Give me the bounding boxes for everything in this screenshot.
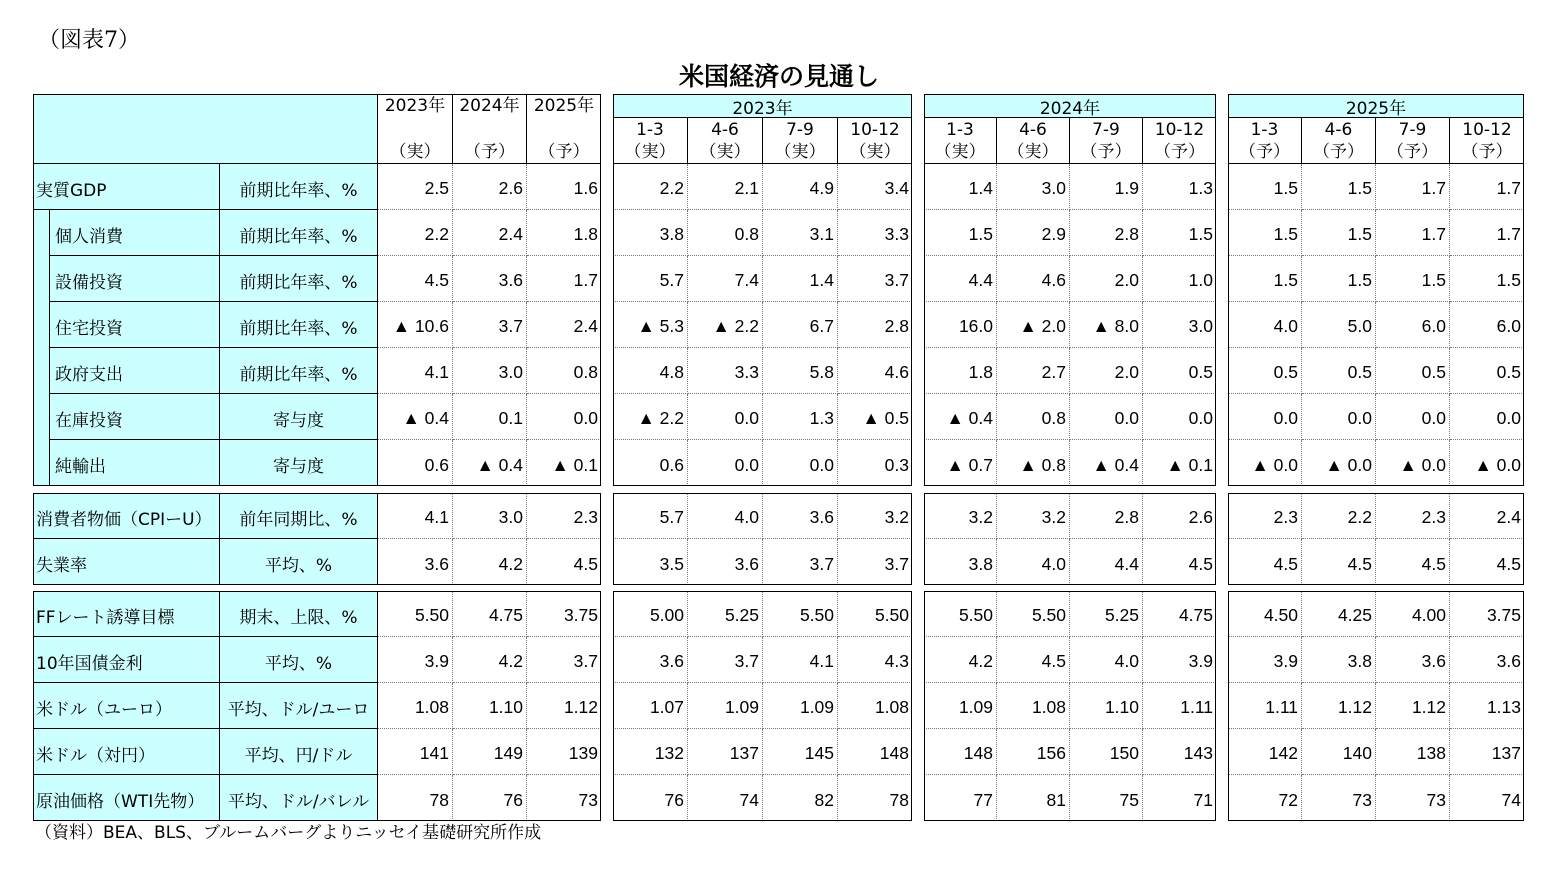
data-cell: 3.6	[378, 539, 453, 585]
data-cell: 4.8	[613, 348, 688, 394]
data-cell: ▲ 0.0	[1302, 440, 1376, 486]
quarter-header-cell	[924, 118, 997, 164]
quarter-year-header: 2024年	[924, 94, 1216, 118]
data-cell: 150	[1070, 729, 1143, 775]
data-cell: ▲ 0.1	[527, 440, 601, 486]
data-cell: 0.5	[1228, 348, 1302, 394]
annual-header-cell	[527, 94, 601, 164]
data-cell: 1.13	[1450, 683, 1524, 729]
data-cell: 3.8	[924, 539, 997, 585]
data-cell: 74	[1450, 775, 1524, 821]
row-label: 純輸出	[50, 440, 220, 486]
row-label: 政府支出	[50, 348, 220, 394]
data-cell: 0.0	[688, 394, 763, 440]
data-cell: ▲ 8.0	[1070, 302, 1143, 348]
indent-strip	[33, 348, 50, 394]
data-cell: 0.5	[1376, 348, 1450, 394]
data-cell: 4.2	[924, 637, 997, 683]
data-cell: 0.0	[1070, 394, 1143, 440]
data-cell: 2.8	[1070, 210, 1143, 256]
data-cell: 5.50	[838, 591, 912, 637]
data-cell: 1.5	[924, 210, 997, 256]
data-cell: 4.0	[1070, 637, 1143, 683]
data-cell: 3.6	[763, 493, 838, 539]
data-cell: 6.7	[763, 302, 838, 348]
data-cell: 3.6	[688, 539, 763, 585]
data-cell: ▲ 2.2	[613, 394, 688, 440]
data-cell: ▲ 0.0	[1228, 440, 1302, 486]
annual-header-cell	[453, 94, 527, 164]
quarter-header-cell	[1450, 118, 1524, 164]
data-cell: ▲ 0.0	[1450, 440, 1524, 486]
data-cell: 5.25	[688, 591, 763, 637]
data-cell: 132	[613, 729, 688, 775]
indent-strip	[33, 394, 50, 440]
row-label: 設備投資	[50, 256, 220, 302]
data-cell: 1.09	[688, 683, 763, 729]
data-cell: 3.2	[838, 493, 912, 539]
data-cell: 3.5	[613, 539, 688, 585]
quarter-status-label: （予）	[1080, 142, 1132, 162]
data-cell: 2.4	[527, 302, 601, 348]
data-cell: 1.11	[1228, 683, 1302, 729]
data-cell: 4.25	[1302, 591, 1376, 637]
data-cell: 5.50	[763, 591, 838, 637]
data-cell: 1.08	[997, 683, 1070, 729]
data-cell: 2.2	[378, 210, 453, 256]
data-cell: 4.1	[763, 637, 838, 683]
data-cell: ▲ 2.0	[997, 302, 1070, 348]
data-cell: 2.4	[453, 210, 527, 256]
data-cell: ▲ 0.4	[924, 394, 997, 440]
row-label: 在庫投資	[50, 394, 220, 440]
data-cell: 4.50	[1228, 591, 1302, 637]
quarter-status-label: （予）	[1387, 142, 1438, 162]
data-cell: 4.1	[378, 348, 453, 394]
data-cell: 137	[1450, 729, 1524, 775]
data-cell: 137	[688, 729, 763, 775]
data-cell: 0.0	[1450, 394, 1524, 440]
row-unit: 寄与度	[220, 440, 378, 486]
data-cell: 4.5	[1376, 539, 1450, 585]
data-cell: 0.3	[838, 440, 912, 486]
data-cell: 0.0	[1228, 394, 1302, 440]
data-cell: 141	[378, 729, 453, 775]
data-cell: 3.0	[1143, 302, 1216, 348]
quarter-period-label: 7-9	[1092, 120, 1120, 140]
data-cell: 3.6	[613, 637, 688, 683]
annual-header-cell	[378, 94, 453, 164]
data-cell: 0.0	[688, 440, 763, 486]
data-cell: 2.3	[1228, 493, 1302, 539]
data-cell: 0.0	[1376, 394, 1450, 440]
quarter-header-cell	[1376, 118, 1450, 164]
data-cell: 1.12	[1376, 683, 1450, 729]
data-cell: 3.6	[1450, 637, 1524, 683]
data-cell: 3.3	[688, 348, 763, 394]
indent-strip	[33, 256, 50, 302]
data-cell: ▲ 2.2	[688, 302, 763, 348]
row-unit: 寄与度	[220, 394, 378, 440]
quarter-period-label: 10-12	[1462, 120, 1512, 140]
quarter-header-cell	[1143, 118, 1216, 164]
quarter-header-cell	[1228, 118, 1302, 164]
data-cell: 3.6	[453, 256, 527, 302]
data-cell: 3.0	[453, 493, 527, 539]
data-cell: 76	[453, 775, 527, 821]
annual-status-label: （予）	[464, 142, 515, 162]
data-cell: 4.5	[378, 256, 453, 302]
row-unit: 前期比年率、%	[220, 348, 378, 394]
row-label: 原油価格（WTI先物）	[33, 775, 220, 821]
data-cell: 4.5	[1228, 539, 1302, 585]
data-cell: 1.10	[453, 683, 527, 729]
data-cell: 5.7	[613, 493, 688, 539]
data-cell: 3.2	[997, 493, 1070, 539]
data-cell: 3.75	[1450, 591, 1524, 637]
data-cell: 73	[1302, 775, 1376, 821]
data-cell: 5.0	[1302, 302, 1376, 348]
data-cell: 6.0	[1376, 302, 1450, 348]
data-cell: 4.6	[997, 256, 1070, 302]
row-label: 米ドル（対円）	[33, 729, 220, 775]
data-cell: ▲ 0.7	[924, 440, 997, 486]
data-cell: 1.5	[1228, 164, 1302, 210]
data-cell: 3.7	[453, 302, 527, 348]
data-cell: 3.8	[1302, 637, 1376, 683]
data-cell: ▲ 0.8	[997, 440, 1070, 486]
data-cell: 4.3	[838, 637, 912, 683]
quarter-period-label: 4-6	[711, 120, 739, 140]
data-cell: 7.4	[688, 256, 763, 302]
figure-label: （図表7）	[38, 28, 140, 53]
data-cell: 1.12	[527, 683, 601, 729]
indent-strip	[33, 210, 50, 256]
row-unit: 平均、円/ドル	[220, 729, 378, 775]
data-cell: 4.2	[453, 637, 527, 683]
quarter-header-cell	[997, 118, 1070, 164]
annual-status-label: （実）	[389, 142, 441, 162]
data-cell: 82	[763, 775, 838, 821]
quarter-status-label: （実）	[1007, 142, 1059, 162]
data-cell: 5.8	[763, 348, 838, 394]
data-cell: 2.6	[1143, 493, 1216, 539]
row-unit: 前期比年率、%	[220, 256, 378, 302]
data-cell: 156	[997, 729, 1070, 775]
data-cell: 145	[763, 729, 838, 775]
data-cell: 5.25	[1070, 591, 1143, 637]
row-unit: 平均、%	[220, 539, 378, 585]
data-cell: 4.00	[1376, 591, 1450, 637]
annual-year-label: 2024年	[459, 96, 520, 116]
data-cell: 4.0	[1228, 302, 1302, 348]
data-cell: 3.7	[688, 637, 763, 683]
data-cell: 0.0	[763, 440, 838, 486]
quarter-period-label: 10-12	[1154, 120, 1205, 140]
data-cell: 5.7	[613, 256, 688, 302]
data-cell: 2.8	[1070, 493, 1143, 539]
data-cell: 1.0	[1143, 256, 1216, 302]
data-cell: 4.5	[1302, 539, 1376, 585]
data-cell: 3.7	[838, 256, 912, 302]
data-cell: 3.8	[613, 210, 688, 256]
data-cell: 0.5	[1450, 348, 1524, 394]
data-cell: 16.0	[924, 302, 997, 348]
quarter-status-label: （予）	[1239, 142, 1290, 162]
data-cell: 2.0	[1070, 348, 1143, 394]
data-cell: 3.9	[1143, 637, 1216, 683]
data-cell: 142	[1228, 729, 1302, 775]
data-cell: 4.5	[1450, 539, 1524, 585]
data-cell: 1.5	[1228, 256, 1302, 302]
data-cell: 75	[1070, 775, 1143, 821]
data-cell: 140	[1302, 729, 1376, 775]
data-cell: 71	[1143, 775, 1216, 821]
data-cell: 3.7	[763, 539, 838, 585]
data-cell: 148	[924, 729, 997, 775]
data-cell: 1.6	[527, 164, 601, 210]
data-cell: 4.9	[763, 164, 838, 210]
quarter-status-label: （予）	[1313, 142, 1364, 162]
data-cell: 72	[1228, 775, 1302, 821]
data-cell: 2.2	[1302, 493, 1376, 539]
data-cell: 6.0	[1450, 302, 1524, 348]
data-cell: 1.5	[1302, 256, 1376, 302]
quarter-period-label: 4-6	[1019, 120, 1047, 140]
quarter-period-label: 7-9	[1398, 120, 1427, 140]
indent-strip	[33, 302, 50, 348]
quarter-period-label: 4-6	[1324, 120, 1353, 140]
data-cell: 1.5	[1302, 210, 1376, 256]
data-cell: 1.5	[1302, 164, 1376, 210]
data-cell: 0.5	[1302, 348, 1376, 394]
quarter-header-cell	[688, 118, 763, 164]
data-cell: 0.0	[1143, 394, 1216, 440]
quarter-status-label: （実）	[934, 142, 986, 162]
quarter-status-label: （実）	[699, 142, 751, 162]
data-cell: 3.4	[838, 164, 912, 210]
data-cell: 2.8	[838, 302, 912, 348]
data-cell: 76	[613, 775, 688, 821]
data-cell: ▲ 0.0	[1376, 440, 1450, 486]
data-cell: 1.11	[1143, 683, 1216, 729]
row-unit: 平均、%	[220, 637, 378, 683]
data-cell: 4.4	[1070, 539, 1143, 585]
data-cell: 4.0	[997, 539, 1070, 585]
data-cell: 0.6	[378, 440, 453, 486]
data-cell: 1.7	[1376, 210, 1450, 256]
quarter-period-label: 7-9	[786, 120, 814, 140]
data-cell: 4.0	[688, 493, 763, 539]
data-cell: 1.07	[613, 683, 688, 729]
data-cell: 4.6	[838, 348, 912, 394]
data-cell: 77	[924, 775, 997, 821]
row-label: 実質GDP	[33, 164, 220, 210]
data-cell: 1.7	[1376, 164, 1450, 210]
data-cell: 2.4	[1450, 493, 1524, 539]
data-cell: 0.0	[527, 394, 601, 440]
data-cell: 73	[1376, 775, 1450, 821]
quarter-header-cell	[613, 118, 688, 164]
data-cell: 5.50	[997, 591, 1070, 637]
quarter-status-label: （実）	[849, 142, 901, 162]
data-cell: 5.50	[924, 591, 997, 637]
data-cell: 2.7	[997, 348, 1070, 394]
data-cell: 149	[453, 729, 527, 775]
data-cell: 4.5	[997, 637, 1070, 683]
data-cell: ▲ 10.6	[378, 302, 453, 348]
row-unit: 前年同期比、%	[220, 493, 378, 539]
row-unit: 前期比年率、%	[220, 302, 378, 348]
data-cell: 4.1	[378, 493, 453, 539]
data-cell: 1.12	[1302, 683, 1376, 729]
data-cell: 143	[1143, 729, 1216, 775]
row-unit: 平均、ドル/ユーロ	[220, 683, 378, 729]
data-cell: 74	[688, 775, 763, 821]
data-cell: 1.3	[1143, 164, 1216, 210]
data-cell: 0.8	[997, 394, 1070, 440]
quarter-header-cell	[838, 118, 912, 164]
data-cell: 3.2	[924, 493, 997, 539]
data-cell: 0.8	[688, 210, 763, 256]
data-cell: 1.7	[527, 256, 601, 302]
data-cell: 1.08	[378, 683, 453, 729]
row-label: 10年国債金利	[33, 637, 220, 683]
data-cell: 5.00	[613, 591, 688, 637]
data-cell: 2.0	[1070, 256, 1143, 302]
annual-status-label: （予）	[538, 142, 590, 162]
data-cell: 3.7	[527, 637, 601, 683]
data-cell: 0.1	[453, 394, 527, 440]
row-label: 失業率	[33, 539, 220, 585]
data-cell: 1.5	[1450, 256, 1524, 302]
data-cell: 1.8	[924, 348, 997, 394]
data-cell: 4.75	[1143, 591, 1216, 637]
data-cell: 2.3	[527, 493, 601, 539]
data-cell: 3.7	[838, 539, 912, 585]
label-header-corner	[33, 94, 378, 164]
data-cell: 0.6	[613, 440, 688, 486]
data-cell: 1.9	[1070, 164, 1143, 210]
data-cell: 4.2	[453, 539, 527, 585]
indent-strip	[33, 440, 50, 486]
data-cell: 1.7	[1450, 164, 1524, 210]
data-cell: 1.09	[924, 683, 997, 729]
data-cell: 2.9	[997, 210, 1070, 256]
annual-year-label: 2023年	[384, 96, 446, 116]
data-cell: ▲ 0.4	[378, 394, 453, 440]
row-label: FFレート誘導目標	[33, 591, 220, 637]
data-cell: 1.4	[924, 164, 997, 210]
data-cell: ▲ 0.1	[1143, 440, 1216, 486]
quarter-status-label: （実）	[624, 142, 676, 162]
data-cell: 1.5	[1228, 210, 1302, 256]
data-cell: 78	[838, 775, 912, 821]
row-unit: 期末、上限、%	[220, 591, 378, 637]
data-cell: 3.3	[838, 210, 912, 256]
data-cell: 138	[1376, 729, 1450, 775]
data-cell: 81	[997, 775, 1070, 821]
row-label: 米ドル（ユーロ）	[33, 683, 220, 729]
data-cell: ▲ 5.3	[613, 302, 688, 348]
quarter-year-header: 2025年	[1228, 94, 1524, 118]
data-cell: 2.6	[453, 164, 527, 210]
data-cell: 0.8	[527, 348, 601, 394]
data-cell: 148	[838, 729, 912, 775]
row-label: 個人消費	[50, 210, 220, 256]
data-cell: 1.7	[1450, 210, 1524, 256]
row-label: 消費者物価（CPIーU）	[33, 493, 220, 539]
data-cell: 3.1	[763, 210, 838, 256]
data-cell: 1.5	[1376, 256, 1450, 302]
data-cell: ▲ 0.5	[838, 394, 912, 440]
quarter-status-label: （実）	[774, 142, 826, 162]
data-cell: 3.9	[378, 637, 453, 683]
data-cell: 139	[527, 729, 601, 775]
data-cell: 73	[527, 775, 601, 821]
quarter-header-cell	[763, 118, 838, 164]
data-cell: 2.1	[688, 164, 763, 210]
data-cell: ▲ 0.4	[1070, 440, 1143, 486]
quarter-period-label: 1-3	[636, 120, 664, 140]
data-cell: 3.0	[453, 348, 527, 394]
data-cell: 1.5	[1143, 210, 1216, 256]
quarter-status-label: （予）	[1154, 142, 1205, 162]
data-cell: 78	[378, 775, 453, 821]
data-cell: 4.5	[1143, 539, 1216, 585]
row-unit: 前期比年率、%	[220, 210, 378, 256]
data-cell: 1.3	[763, 394, 838, 440]
data-cell: 3.9	[1228, 637, 1302, 683]
data-cell: 3.6	[1376, 637, 1450, 683]
data-cell: 1.09	[763, 683, 838, 729]
page-title: 米国経済の見通し	[678, 62, 879, 91]
quarter-year-header: 2023年	[613, 94, 912, 118]
data-cell: 1.10	[1070, 683, 1143, 729]
quarter-period-label: 10-12	[850, 120, 900, 140]
data-cell: 4.4	[924, 256, 997, 302]
quarter-period-label: 1-3	[1250, 120, 1279, 140]
row-unit: 平均、ドル/バレル	[220, 775, 378, 821]
data-cell: 1.4	[763, 256, 838, 302]
quarter-status-label: （予）	[1461, 142, 1513, 162]
row-label: 住宅投資	[50, 302, 220, 348]
quarter-period-label: 1-3	[946, 120, 974, 140]
data-cell: 4.5	[527, 539, 601, 585]
row-unit: 前期比年率、%	[220, 164, 378, 210]
quarter-header-cell	[1302, 118, 1376, 164]
data-cell: 4.75	[453, 591, 527, 637]
data-cell: 3.75	[527, 591, 601, 637]
data-cell: 2.5	[378, 164, 453, 210]
data-cell: 2.3	[1376, 493, 1450, 539]
data-cell: 1.8	[527, 210, 601, 256]
data-cell: 5.50	[378, 591, 453, 637]
data-cell: ▲ 0.4	[453, 440, 527, 486]
data-cell: 1.08	[838, 683, 912, 729]
annual-year-label: 2025年	[533, 96, 595, 116]
data-cell: 3.0	[997, 164, 1070, 210]
quarter-header-cell	[1070, 118, 1143, 164]
data-cell: 0.0	[1302, 394, 1376, 440]
source-note: （資料）BEA、BLS、ブルームバーグよりニッセイ基礎研究所作成	[35, 823, 542, 843]
data-cell: 0.5	[1143, 348, 1216, 394]
data-cell: 2.2	[613, 164, 688, 210]
